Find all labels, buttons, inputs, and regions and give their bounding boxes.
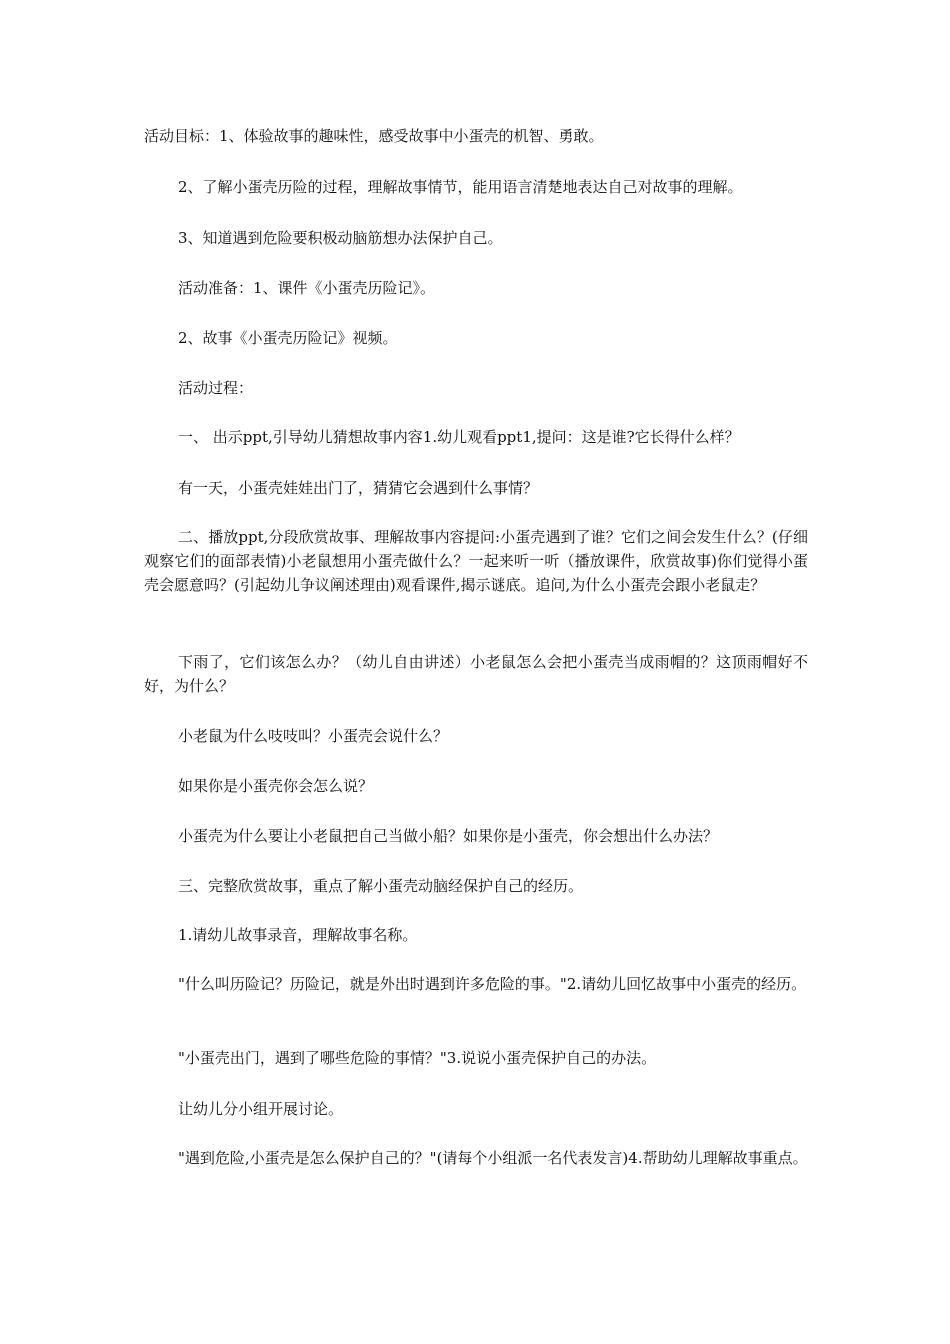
paragraph-if-you: 如果你是小蛋壳你会怎么说？	[178, 777, 374, 795]
paragraph-goal-3: 3、知道遇到危险要积极动脑筋想办法保护自己。	[178, 229, 503, 247]
paragraph-process-heading: 活动过程：	[178, 379, 254, 397]
paragraph-protect-self: "遇到危险,小蛋壳是怎么保护自己的？"(请每个小组派一名代表发言)4.帮助幼儿理解故事重点。	[178, 1149, 808, 1167]
paragraph-preparation-2: 2、故事《小蛋壳历险记》视频。	[178, 329, 398, 347]
paragraph-mouse-squeak: 小老鼠为什么吱吱叫？小蛋壳会说什么？	[178, 727, 449, 745]
paragraph-goals: 活动目标：1、体验故事的趣味性，感受故事中小蛋壳的机智、勇敢。	[144, 127, 604, 145]
paragraph-step-3: 三、完整欣赏故事，重点了解小蛋壳动脑经保护自己的经历。	[178, 877, 584, 895]
paragraph-rain: 下雨了，它们该怎么办？（幼儿自由讲述）小老鼠怎么会把小蛋壳当成雨帽的？这顶雨帽好不好，为什么？	[144, 653, 808, 695]
paragraph-group-discussion: 让幼儿分小组开展讨论。	[178, 1100, 344, 1118]
paragraph-goal-2: 2、了解小蛋壳历险的过程，理解故事情节，能用语言清楚地表达自己对故事的理解。	[178, 178, 743, 196]
paragraph-step-1-question: 有一天，小蛋壳娃娃出门了，猜猜它会遇到什么事情？	[178, 479, 539, 497]
paragraph-step-1: 一、 出示ppt,引导幼儿猜想故事内容1.幼儿观看ppt1,提问：这是谁?它长得什么样？	[178, 428, 740, 446]
paragraph-step-3-1: 1.请幼儿故事录音，理解故事名称。	[178, 926, 418, 944]
paragraph-boat: 小蛋壳为什么要让小老鼠把自己当做小船？如果你是小蛋壳，你会想出什么办法？	[178, 827, 719, 845]
paragraph-preparation: 活动准备：1、课件《小蛋壳历险记》。	[178, 279, 436, 297]
paragraph-adventure-meaning: "什么叫历险记？历险记，就是外出时遇到许多危险的事。"2.请幼儿回忆故事中小蛋壳的经历。	[178, 975, 807, 993]
paragraph-step-2: 二、播放ppt,分段欣赏故事、理解故事内容提问:小蛋壳遇到了谁？它们之间会发生什么？(仔细观察它们的面部表情)小老鼠想用小蛋壳做什么？一起来听一听（播放课件，欣赏故事)你们觉得小蛋壳会愿意吗？(引起幼儿争议阐述理由)观看课件,揭示谜底。追问,为什么小蛋壳会跟小老鼠走？	[144, 528, 808, 594]
paragraph-dangers: "小蛋壳出门，遇到了哪些危险的事情？"3.说说小蛋壳保护自己的办法。	[178, 1049, 657, 1067]
